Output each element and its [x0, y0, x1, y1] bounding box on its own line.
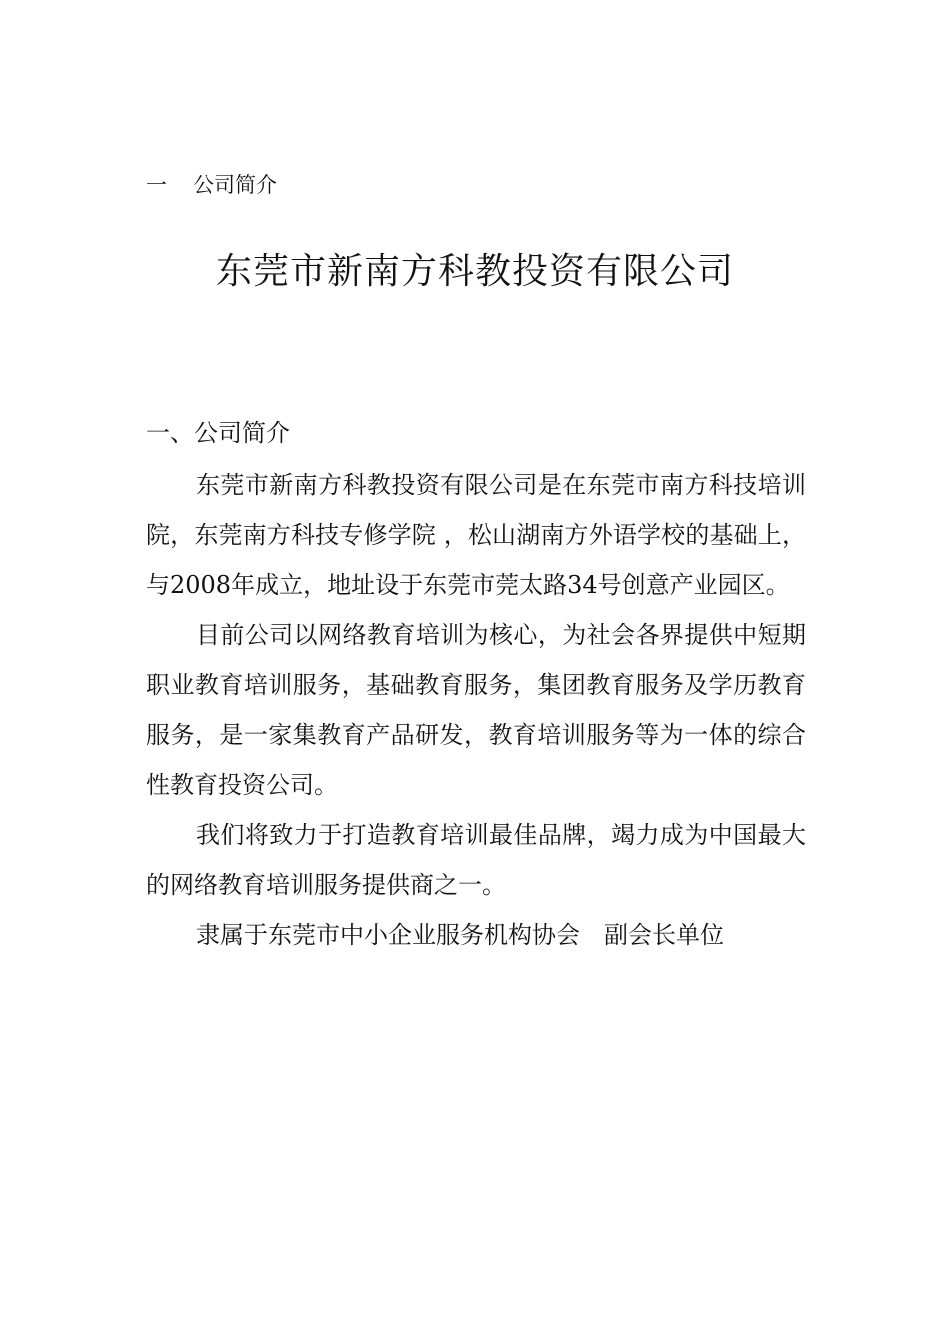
- paragraph-company-founding: 东莞市新南方科教投资有限公司是在东莞市南方科技培训院，东莞南方科技专修学院 ，松山湖南方外语学校的基础上，与2008年成立，地址设于东莞市莞太路34号创意产业园区。: [146, 471, 806, 599]
- header-label: 公司简介: [193, 173, 277, 197]
- body-text: [146, 460, 806, 960]
- paragraph-affiliation: 隶属于东莞市中小企业服务机构协会 副会长单位: [196, 921, 724, 949]
- paragraph-business-scope: 目前公司以网络教育培训为核心，为社会各界提供中短期职业教育培训服务，基础教育服务，集团教育服务及学历教育服务，是一家集教育产品研发，教育培训服务等为一体的综合性教育投资公司。: [146, 621, 806, 799]
- paragraph-mission: 我们将致力于打造教育培训最佳品牌，竭力成为中国最大的网络教育培训服务提供商之一。: [146, 821, 806, 899]
- section-heading: 一、公司简介: [146, 419, 290, 447]
- header-number: 一: [146, 173, 167, 197]
- document-title: 东莞市新南方科教投资有限公司: [215, 251, 734, 292]
- header-line: [146, 170, 277, 200]
